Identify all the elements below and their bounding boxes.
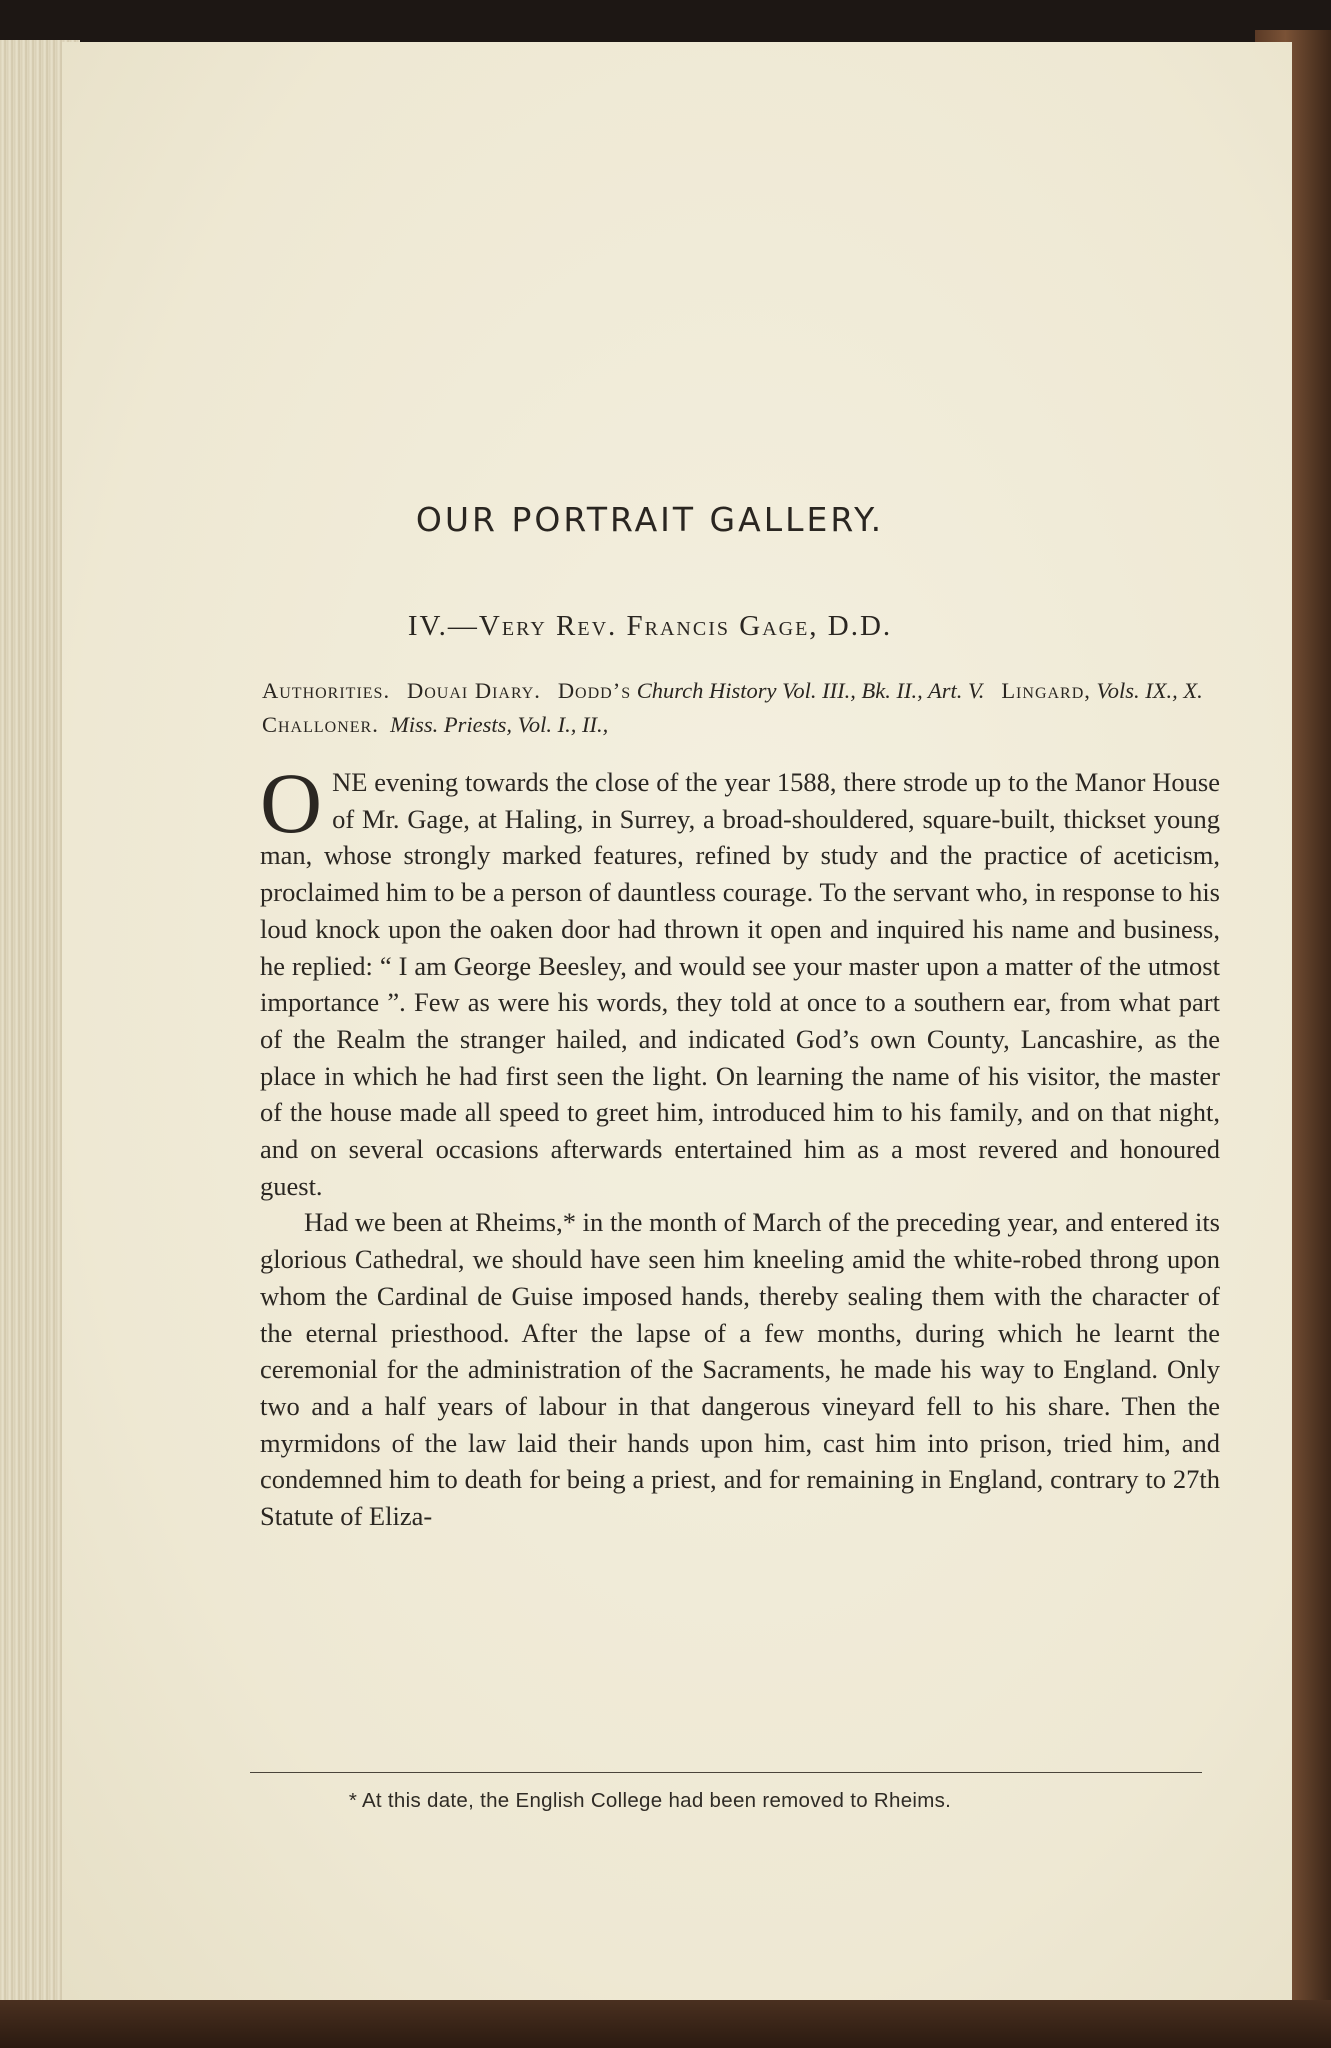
paragraph-1-text: NE evening towards the close of the year 1588, there strode up to the Manor House of Mr. Gage, at Haling, in Surrey, a broad-shouldered, square-built, thickset young man, whose strongly marked features, refined by study and the practice of aceticism, proclaimed him to be a person of dauntless courage. To the servant who, in response to his loud knock upon the oaken door had thrown it open and inquired his name and business, he replied: “ I am George Beesley, and would see your master upon a matter of the utmost importance ”. Few as were his words, they told at once to a southern ear, from what part of the Realm the stranger hailed, and indicated God’s own County, Lancashire, as the place in which he had first seen the light. On learning the name of his visitor, the master of the house made all speed to greet him, introduced him to his family, and on that night, and on several occasions afterwards entertained him as a most revered and honoured guest. — [260, 767, 1220, 1201]
source-douai: Douai Diary. — [406, 678, 541, 703]
source-lingard-name: Lingard, — [1001, 678, 1091, 703]
drop-cap: O — [260, 755, 323, 851]
source-dodd-name: Dodd’s — [557, 678, 632, 703]
footnote: * At this date, the English College had been removed to Rheims. — [348, 1789, 952, 1812]
article-body — [260, 755, 1220, 1535]
source-dodd-work: Church History Vol. III., Bk. II., Art. V. — [636, 678, 985, 703]
source-lingard-work: Vols. IX., X. — [1096, 678, 1203, 703]
footnote-divider — [250, 1772, 1202, 1773]
source-challoner-name: Challoner. — [262, 712, 379, 737]
paragraph-1 — [260, 755, 1220, 1204]
source-challoner-work: Miss. Priests, Vol. I., II., — [390, 712, 609, 737]
article-subtitle: IV.—Very Rev. Francis Gage, D.D. — [407, 610, 893, 642]
page-title: OUR PORTRAIT GALLERY. — [415, 500, 885, 539]
authorities-block — [262, 674, 1222, 742]
paragraph-2: Had we been at Rheims,* in the month of March of the preceding year, and entered its glorious Cathedral, we should have seen him kneeling amid the white-robed throng upon whom the Cardinal de Guise imposed hands, thereby sealing them with the character of the eternal priesthood. After the lapse of a few months, during which he learnt the ceremonial for the administration of the Sacraments, he made his way to England. Only two and a half years of labour in that dangerous vineyard fell to his share. Then the myrmidons of the law laid their hands upon him, cast him into prison, tried him, and condemned him to death for being a priest, and for remaining in England, contrary to 27th Statute of Eliza- — [260, 1207, 1220, 1532]
book-cover-bottom — [0, 2000, 1331, 2048]
authorities-label: Authorities. — [262, 678, 391, 703]
book-page — [62, 42, 1292, 2000]
